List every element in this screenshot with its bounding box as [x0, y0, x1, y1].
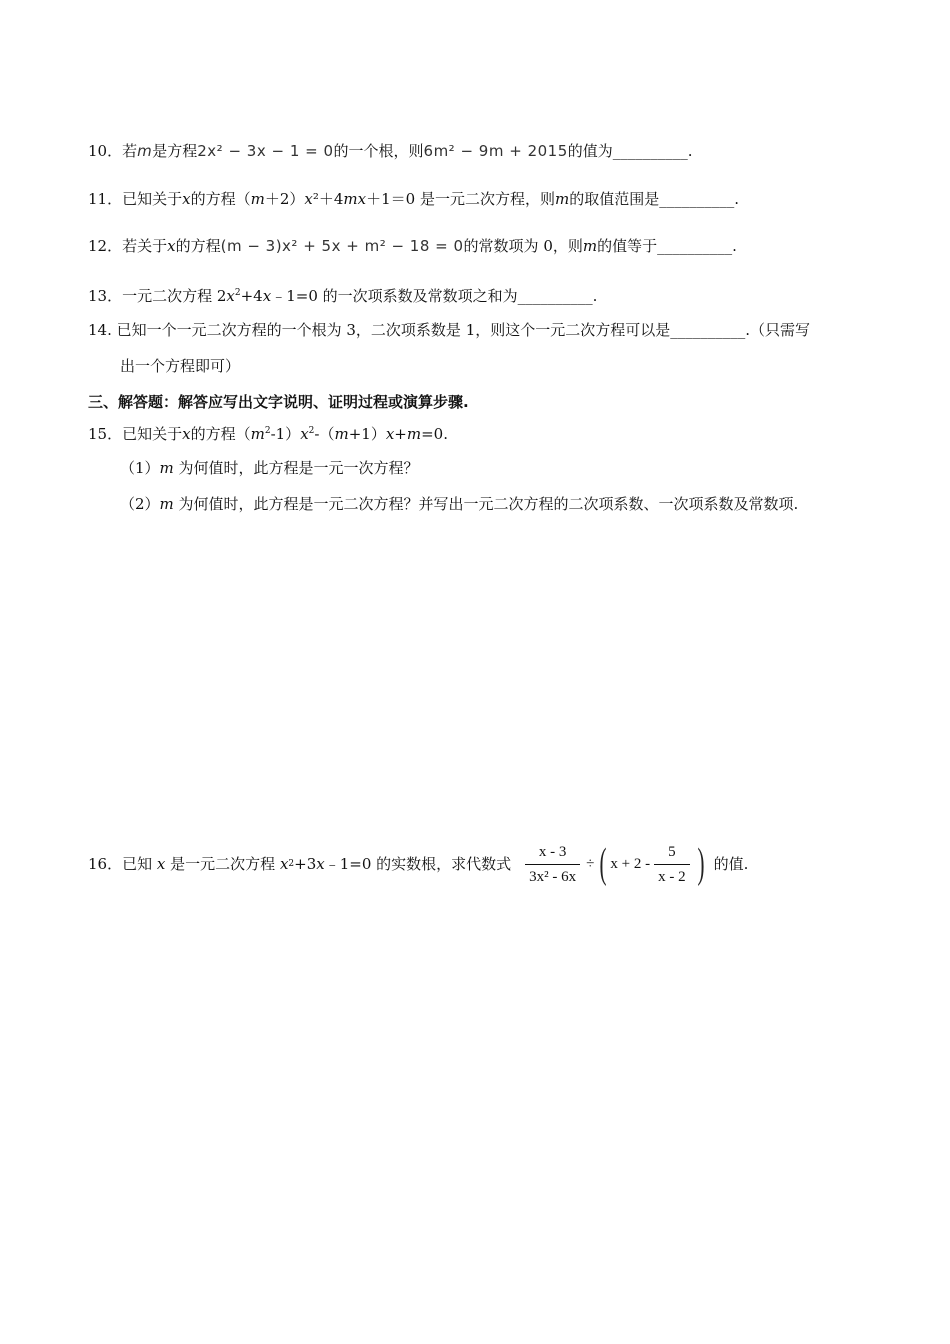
equation-image: 2x² − 3x − 1 = 0	[197, 142, 334, 160]
variable-m: m	[137, 142, 153, 160]
question-16: 16． 已知 x 是一元二次方程 x 2 +3 x ﹣1=0 的实数根，求代数式 $\frac{x - 3}{\text{3x² - 6x}}$ ÷ ( x + 2 - $\frac{5}{x - 2}$ ) 的值.	[88, 841, 749, 887]
division-sign: ÷	[586, 856, 595, 872]
fraction-2: $\frac{5}{x - 2}$	[654, 842, 690, 887]
right-paren: )	[697, 841, 705, 887]
question-12: 12．若关于x的方程(m − 3)x² + 5x + m² − 18 = 0的常数项为 0，则m的值等于__________.	[88, 237, 737, 255]
question-15-part-2: （2）m 为何值时，此方程是一元二次方程？并写出一元二次方程的二次项系数、一次项系数及常数项.	[120, 495, 799, 513]
fraction-1: $\frac{x - 3}{\text{3x² - 6x}}$	[525, 842, 580, 887]
section-3-heading: 三、解答题：解答应写出文字说明、证明过程或演算步骤.	[88, 393, 469, 411]
equation-image: (m − 3)x² + 5x + m² − 18 = 0	[220, 237, 464, 255]
algebraic-expression	[521, 840, 707, 888]
question-15: 15．已知关于x的方程$(m^2-1)x^2-(m+1)x+m=0$.	[88, 425, 448, 443]
question-14-line-1: 14. 已知一个一元二次方程的一个根为 3，二次项系数是 1，则这个一元二次方程可以是__________.（只需写	[88, 321, 811, 339]
question-14-line-2: 出一个方程即可）	[120, 357, 241, 375]
question-13: 13．一元二次方程 $2x^2+4x﹣1=0$ 的一次项系数及常数项之和为__________.	[88, 287, 598, 305]
left-paren: (	[599, 841, 607, 887]
expression-image: 6m² − 9m + 2015	[423, 142, 568, 160]
inner-expression: x + 2 -	[610, 856, 651, 872]
question-10: 10．若m是方程2x² − 3x − 1 = 0的一个根，则6m² − 9m + 2015的值为__________.	[88, 142, 693, 160]
question-15-part-1: （1）m 为何值时，此方程是一元一次方程？	[120, 459, 419, 477]
question-11: 11．已知关于x的方程（m＋2）x²＋4mx＋1＝0 是一元二次方程，则m的取值范围是__________.	[88, 190, 739, 208]
